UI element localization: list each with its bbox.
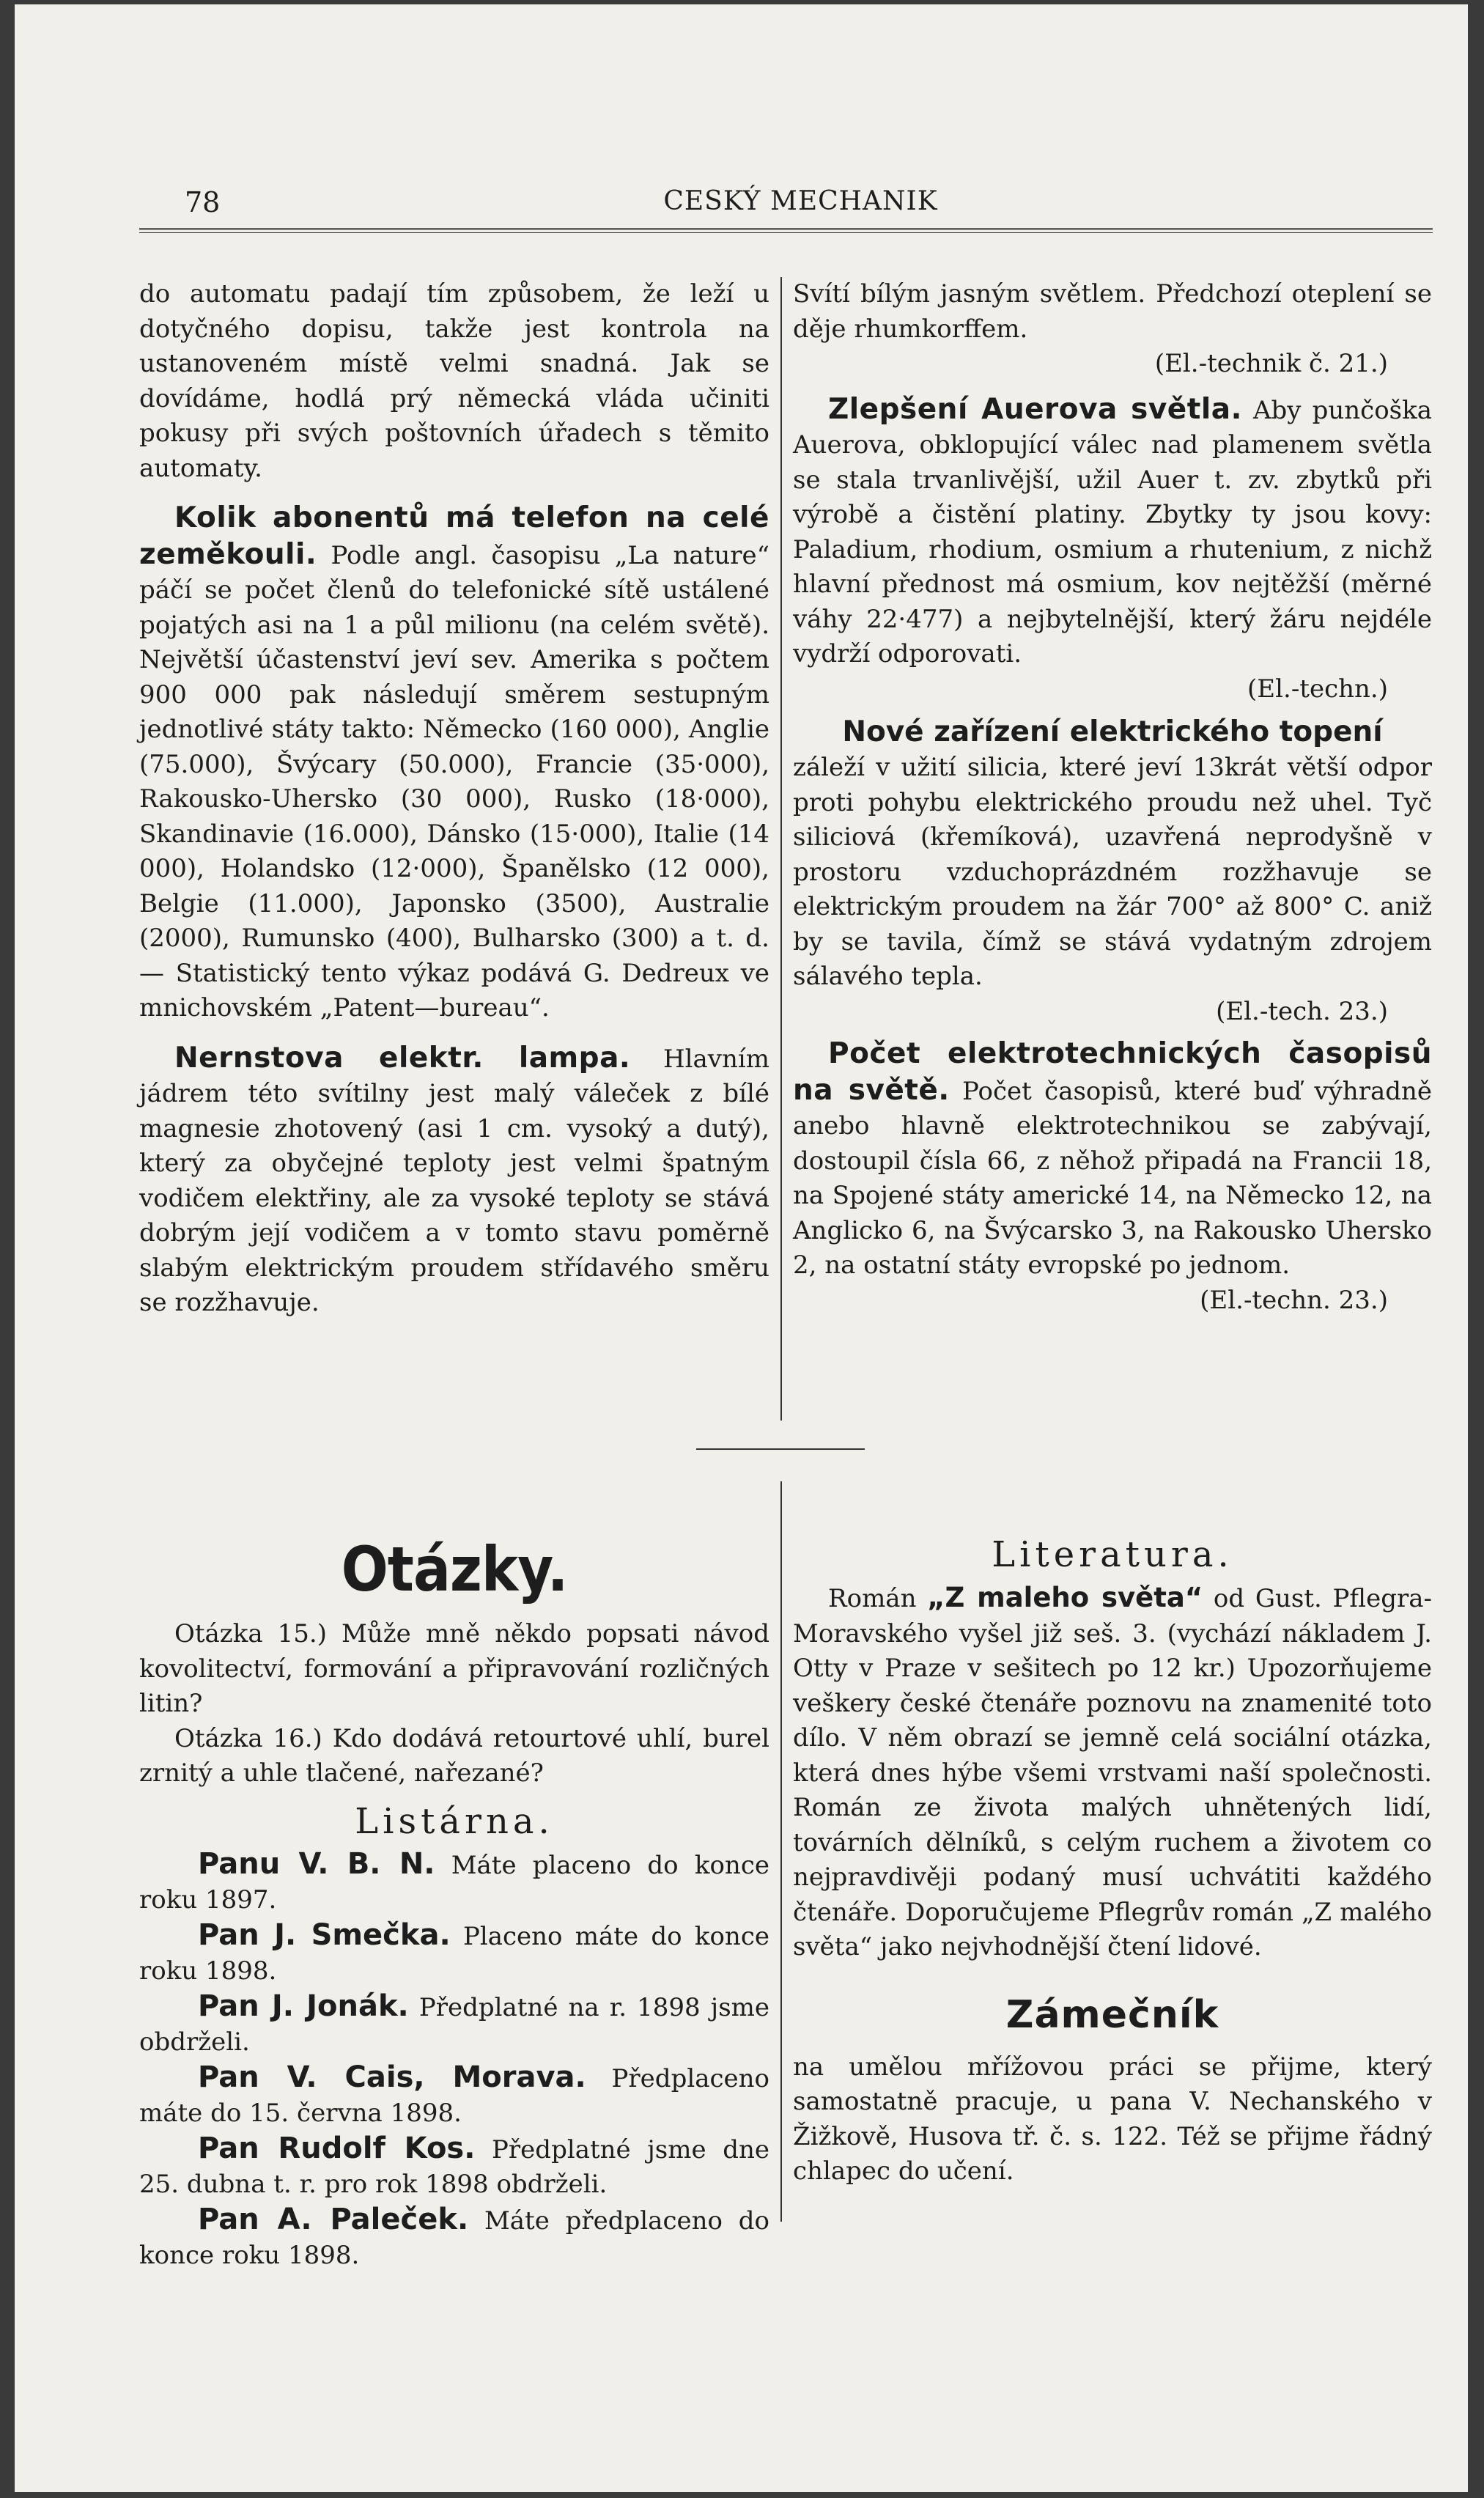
recipient-name: Pan Rudolf Kos.	[198, 2131, 476, 2165]
entry-text: Předplaceno máte do 15. června 1898.	[139, 2063, 770, 2128]
recipient-name: Panu V. B. N.	[198, 1846, 435, 1881]
entry-text: Předplatné na r. 1898 jsme obdrželi.	[139, 1992, 770, 2057]
article-heading: Nernstova elektr. lampa.	[174, 1041, 631, 1075]
source-note: (El.-techn. 23.)	[1200, 1285, 1388, 1315]
question-15: Otázka 15.) Může mně někdo popsati návod kovolitectví, formování a připravování rozličných litin?	[139, 1619, 769, 1718]
continued-paragraph: do automatu padají tím způsobem, že leží u dotyčného dopisu, takže jest kontrola na ustanoveném místě velmi snadná. Jak se dovídáme, hodlá prý německá vláda učiniti pokusy při svých poštovních úřadech s těmito automaty.	[139, 279, 769, 483]
column-divider-bottom	[780, 1481, 782, 2222]
source-note: (El.-techn.)	[1247, 674, 1388, 704]
article-nernst	[139, 1041, 769, 1321]
listarna-entry	[139, 1989, 769, 2060]
recipient-name: Pan J. Smečka.	[198, 1917, 451, 1952]
column-divider-top	[780, 277, 782, 1421]
running-head: CESKÝ MECHANIK	[663, 186, 938, 216]
article-casopisy	[793, 1036, 1432, 1283]
literatura-review	[793, 1580, 1432, 1965]
section-title-listarna: Listárna.	[355, 1800, 554, 1842]
right-column-lower	[793, 1529, 1432, 2189]
advert-heading: Zámečník	[1005, 1992, 1219, 2037]
article-text: Počet časopisů, které buď výhradně anebo hlavně elektrotechnikou se zabývají, dostoupil čísla 66, z něhož připadá na Francii 18, na Spojené státy americké 14, na Německo 12, na Anglicko 6, na Švýcarsko 3, na Rakousko Uhersko 2, na ostatní státy evropské po jednom.	[793, 1076, 1433, 1280]
right-column	[793, 277, 1432, 1318]
listarna-entry	[139, 2060, 769, 2132]
entry-text: Máte předplaceno do konce roku 1898.	[139, 2206, 770, 2270]
listarna-entry	[139, 2132, 769, 2203]
section-divider	[696, 1448, 865, 1450]
left-column-lower	[139, 1529, 769, 2274]
source-note: (El.-tech. 23.)	[1216, 996, 1388, 1026]
left-column	[139, 277, 769, 1321]
section-title-literatura: Literatura.	[992, 1534, 1233, 1575]
continued-paragraph: Svítí bílým jasným světlem. Předchozí oteplení se děje rhumkorffem.	[793, 279, 1432, 344]
article-heading: Zlepšení Auerova světla.	[828, 392, 1242, 426]
article-auer	[793, 392, 1432, 672]
recipient-name: Pan A. Paleček.	[198, 2202, 469, 2236]
page-header	[169, 186, 1433, 223]
source-note: (El.-technik č. 21.)	[1154, 349, 1388, 378]
document-page	[15, 4, 1468, 2492]
advert-text: na umělou mřížovou práci se přijme, který samostatně pracuje, u pana V. Nechanského v Žižkově, Husova tř. č. s. 122. Též se přijme řádný chlapec do učení.	[793, 2052, 1432, 2186]
section-title-otazky: Otázky.	[341, 1533, 568, 1605]
entry-text: Placeno máte do konce roku 1898.	[139, 1921, 769, 1986]
article-text: Aby punčoška Auerova, obklopující válec nad plamenem světla se stala trvanlivější, užil Auer t. zv. zbytků při výrobě a čistění platiny. Zbytky ty jsou kovy: Paladium, rhodium, osmium a rhutenium, z nichž hlavní přednost má osmium, kov nejtěžší (měrné váhy 22·477) a nejbytelnější, který žáru nejdéle vydrží odporovati.	[793, 395, 1432, 668]
header-rule	[139, 228, 1433, 233]
article-heading: Nové zařízení elektrického topení	[842, 715, 1383, 748]
page-number: 78	[185, 186, 221, 218]
article-text: Hlavním jádrem této svítilny jest malý váleček z bílé magnesie zhotovený (asi 1 cm. vysoký a dutý), který za obyčejné teploty jest velmi špatným vodičem elektřiny, ale za vysoké teploty se stává dobrým její vodičem a v tomto stavu poměrně slabým elektrickým proudem střídavého směru se rozžhavuje.	[139, 1044, 770, 1317]
book-title: „Z maleho světa“	[927, 1582, 1203, 1613]
recipient-name: Pan J. Jonák.	[198, 1989, 409, 2023]
question-16: Otázka 16.) Kdo dodává retourtové uhlí, burel zrnitý a uhle tlačené, nařezané?	[139, 1723, 769, 1788]
article-telefon	[139, 501, 769, 1026]
listarna-entry	[139, 1918, 769, 1989]
recipient-name: Pan V. Cais, Morava.	[198, 2060, 586, 2094]
entry-text: Předplatné jsme dne 25. dubna t. r. pro rok 1898 obdrželi.	[139, 2134, 769, 2199]
listarna-entry	[139, 1847, 769, 1918]
article-heading: Kolik abonentů má telefon na celé zeměkouli.	[139, 501, 769, 571]
article-text: záleží v užití silicia, které jeví 13krát větší odpor proti pohybu elektrického proudu než uhel. Tyč siliciová (křemíková), uzavřená neprodyšně v prostoru vzduchoprázdném rozžhavuje se elektrickým proudem na žár 700° až 800° C. aniž by se tavila, čímž se stává vydatným zdrojem sálavého tepla.	[793, 753, 1432, 991]
listarna-entry	[139, 2203, 769, 2274]
article-heading: Počet elektrotechnických časopisů na světě.	[793, 1037, 1432, 1107]
review-text: od Gust. Pflegra-Moravského vyšel již seš. 3. (vychází nákladem J. Otty v Praze v sešitech po 12 kr.) Upozorňujeme veškery české čtenáře poznovu na znamenité toto dílo. V něm obrazí se jemně celá sociální otázka, která dnes hýbe všemi vrstvami naší společnosti. Román ze života malých uhnětených lidí, továrních dělníků, s celým ruchem a životem co nejpravdivěji podaný musí uchvátiti každého čtenáře. Doporučujeme Pflegrův román „Z malého světa“ jako nejvhodnější čtení lidové.	[793, 1584, 1432, 1961]
review-lead: Román	[828, 1584, 917, 1613]
article-text: Podle angl. časopisu „La nature“ páčí se počet členů do telefonické sítě ustálené pojatých asi na 1 a půl milionu (na celém světě). Největší účastenství jeví sev. Amerika s počtem 900 000 pak následují směrem sestupným jednotlivé státy takto: Německo (160 000), Anglie (75.000), Švýcary (50.000), Francie (35·000), Rakousko-Uhersko (30 000), Rusko (18·000), Skandinavie (16.000), Dánsko (15·000), Italie (14 000), Holandsko (12·000), Španělsko (12 000), Belgie (11.000), Japonsko (3500), Australie (2000), Rumunsko (400), Bulharsko (300) a t. d. — Statistický tento výkaz podává G. Dedreux ve mnichovském „Patent—bureau“.	[139, 540, 769, 1023]
entry-text: Máte placeno do konce roku 1897.	[139, 1850, 769, 1915]
